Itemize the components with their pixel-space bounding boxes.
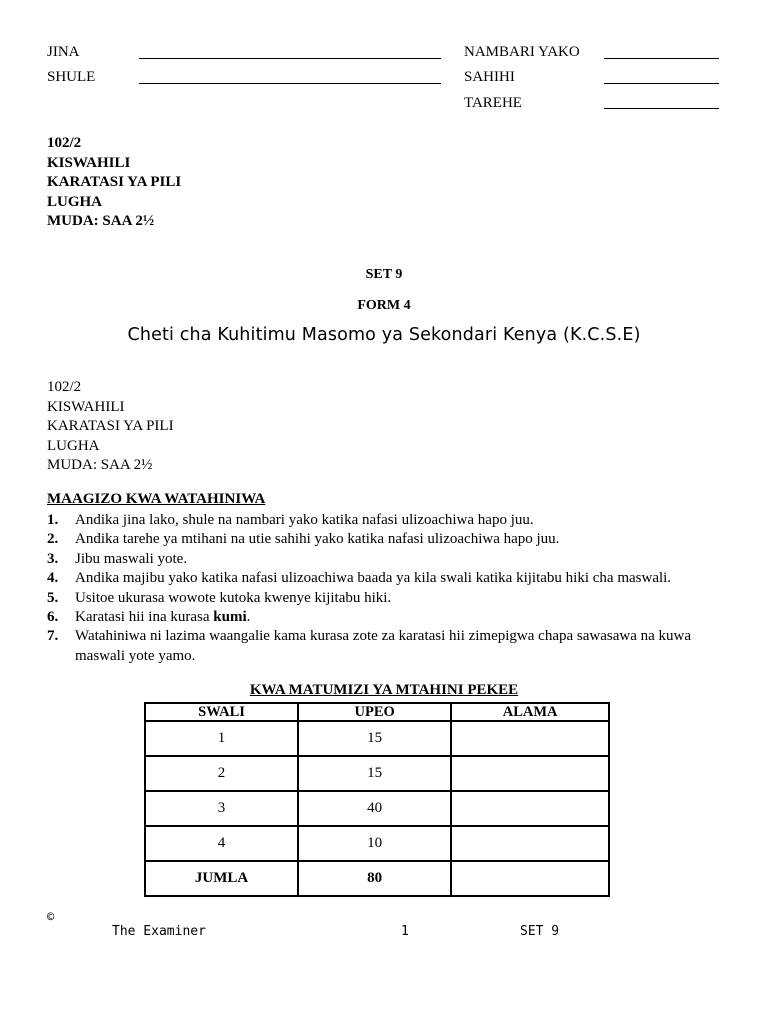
set-label: SET 9 bbox=[365, 267, 403, 282]
paper-info bbox=[47, 378, 174, 476]
item-number: 4. bbox=[47, 570, 59, 587]
index-number-label: NAMBARI YAKO bbox=[464, 44, 580, 60]
date-label: TAREHE bbox=[464, 95, 522, 111]
paper-info-bold bbox=[47, 134, 181, 232]
copyright-symbol: © bbox=[47, 910, 55, 924]
max-marks-cell: 15 bbox=[298, 756, 451, 791]
list-item bbox=[47, 511, 727, 530]
table-row bbox=[145, 791, 609, 826]
item-text bbox=[75, 608, 727, 627]
table-header-row bbox=[145, 703, 609, 721]
footer-publisher: The Examiner bbox=[112, 924, 206, 939]
item-text: Andika tarehe ya mtihani na utie sahihi yako katika nafasi ulizoachiwa hapo juu. bbox=[75, 531, 560, 548]
signature-field[interactable] bbox=[604, 83, 719, 84]
item-text: Usitoe ukurasa wowote kutoka kwenye kijitabu hiki. bbox=[75, 589, 392, 606]
list-item bbox=[47, 530, 727, 549]
paper-code: 102/2 bbox=[47, 135, 82, 151]
item-text: Andika jina lako, shule na nambari yako katika nafasi ulizoachiwa hapo juu. bbox=[75, 512, 534, 528]
index-number-field[interactable] bbox=[604, 58, 719, 59]
list-item bbox=[47, 589, 727, 608]
name-field[interactable] bbox=[139, 58, 441, 59]
item-text-end: . bbox=[246, 609, 251, 626]
total-score-cell[interactable] bbox=[451, 861, 609, 896]
item-number: 2. bbox=[47, 531, 59, 548]
max-marks-cell: 15 bbox=[298, 721, 451, 756]
item-text-emphasis: kumi bbox=[213, 609, 247, 626]
exam-title: Cheti cha Kuhitimu Masomo ya Sekondari Kenya (K.C.S.E) bbox=[127, 325, 641, 345]
question-cell: 3 bbox=[145, 791, 298, 826]
list-item bbox=[47, 550, 727, 569]
list-item bbox=[47, 569, 727, 588]
item-text: Andika majibu yako katika nafasi ulizoachiwa baada ya kila swali katika kijitabu hiki cha maswali. bbox=[75, 570, 672, 587]
signature-label: SAHIHI bbox=[464, 69, 515, 85]
duration: MUDA: SAA 2½ bbox=[47, 213, 155, 229]
item-number: 1. bbox=[47, 512, 59, 528]
total-max-marks: 80 bbox=[298, 861, 451, 896]
total-row bbox=[145, 861, 609, 896]
question-cell: 2 bbox=[145, 756, 298, 791]
total-label: JUMLA bbox=[145, 861, 298, 896]
score-cell[interactable] bbox=[451, 721, 609, 756]
item-text: Jibu maswali yote. bbox=[75, 550, 188, 567]
max-marks-cell: 40 bbox=[298, 791, 451, 826]
table-row bbox=[145, 756, 609, 791]
paper-name: KARATASI YA PILI bbox=[47, 174, 182, 190]
list-item bbox=[47, 608, 727, 627]
duration: MUDA: SAA 2½ bbox=[47, 457, 153, 473]
footer-page-number: 1 bbox=[401, 924, 409, 939]
score-table-title: KWA MATUMIZI YA MTAHINI PEKEE bbox=[249, 682, 519, 698]
school-field[interactable] bbox=[139, 83, 441, 84]
item-number: 6. bbox=[47, 609, 59, 626]
item-text: Watahiniwa ni lazima waangalie kama kurasa zote za karatasi hii zimepigwa chapa sawasawa na kuwa maswali yote yamo. bbox=[75, 628, 692, 664]
item-text-start: Karatasi hii ina kurasa bbox=[75, 609, 214, 626]
subject: KISWAHILI bbox=[47, 398, 125, 415]
paper-topic: LUGHA bbox=[47, 437, 100, 454]
column-header-score: ALAMA bbox=[451, 703, 609, 721]
score-table bbox=[144, 702, 610, 897]
instructions-title: MAAGIZO KWA WATAHINIWA bbox=[47, 491, 266, 507]
column-header-question: SWALI bbox=[145, 703, 298, 721]
score-cell[interactable] bbox=[451, 826, 609, 861]
question-cell: 4 bbox=[145, 826, 298, 861]
form-label: FORM 4 bbox=[357, 298, 411, 313]
school-label: SHULE bbox=[47, 69, 96, 85]
paper-code: 102/2 bbox=[47, 379, 82, 395]
paper-name: KARATASI YA PILI bbox=[47, 418, 174, 434]
max-marks-cell: 10 bbox=[298, 826, 451, 861]
item-number: 3. bbox=[47, 550, 59, 567]
list-item bbox=[47, 627, 727, 666]
table-row bbox=[145, 826, 609, 861]
item-number: 7. bbox=[47, 628, 59, 645]
score-cell[interactable] bbox=[451, 791, 609, 826]
score-cell[interactable] bbox=[451, 756, 609, 791]
item-number: 5. bbox=[47, 589, 59, 606]
paper-topic: LUGHA bbox=[47, 193, 103, 210]
date-field[interactable] bbox=[604, 108, 719, 109]
table-row bbox=[145, 721, 609, 756]
footer-set: SET 9 bbox=[520, 924, 560, 939]
column-header-max-marks: UPEO bbox=[298, 703, 451, 721]
question-cell: 1 bbox=[145, 721, 298, 756]
instructions-list bbox=[47, 511, 727, 666]
subject: KISWAHILI bbox=[47, 154, 131, 171]
name-label: JINA bbox=[47, 44, 80, 60]
